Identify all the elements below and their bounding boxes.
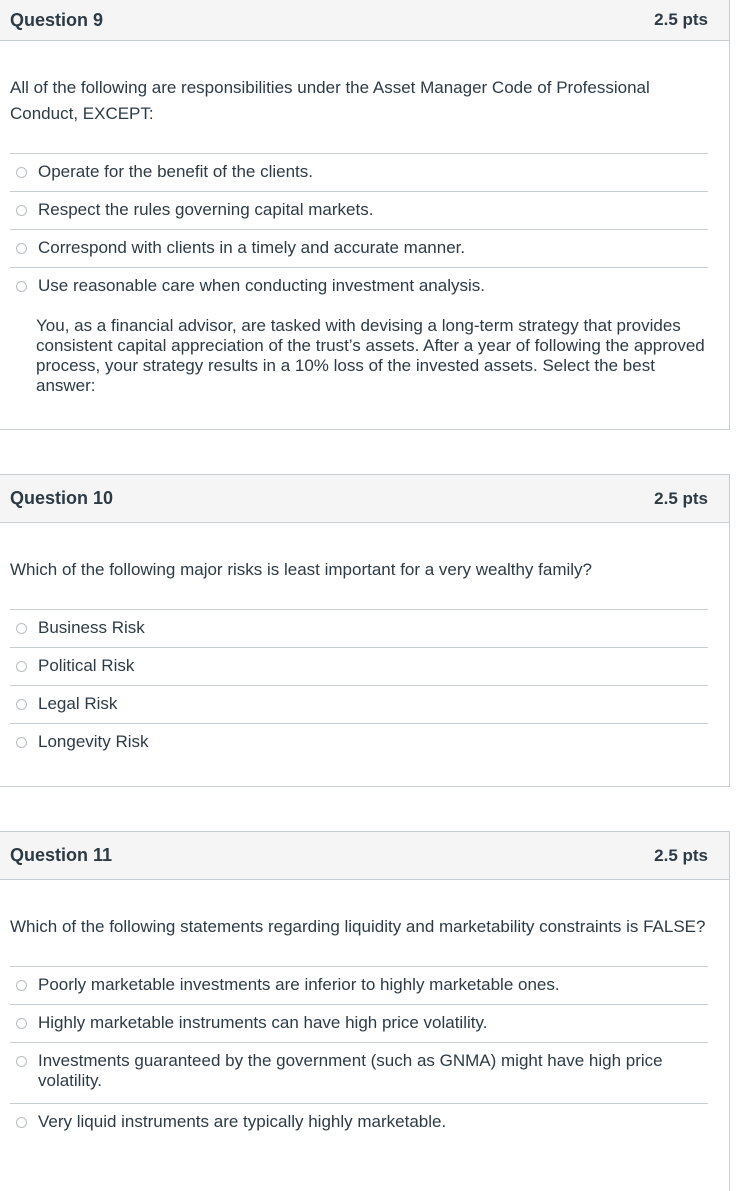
answer-label: Legal Risk — [38, 694, 118, 713]
answer-label: Longevity Risk — [38, 732, 149, 751]
answer-option[interactable] — [10, 192, 708, 230]
question-points: 2.5 pts — [654, 488, 708, 508]
question-body — [0, 41, 729, 396]
answer-option[interactable] — [10, 686, 708, 724]
answer-label: Business Risk — [38, 618, 145, 637]
question-text: All of the following are responsibilities under the Asset Manager Code of Professional Conduct, EXCEPT: — [10, 78, 650, 123]
question-points: 2.5 pts — [654, 845, 708, 865]
question-body — [0, 523, 729, 761]
question-body — [0, 880, 729, 1141]
question-title: Question 10 — [10, 488, 114, 508]
radio-button[interactable] — [16, 1117, 27, 1128]
answer-label: Operate for the benefit of the clients. — [38, 162, 313, 181]
answer-option-with-extra — [10, 268, 708, 396]
answer-label: Very liquid instruments are typically highly marketable. — [38, 1112, 447, 1131]
answer-option[interactable] — [10, 724, 708, 761]
answer-extra-text: You, as a financial advisor, are tasked with devising a long-term strategy that provides consistent capital appreciation of the trust’s assets. After a year of following the approved process, your strategy results in a 10% loss of the invested assets. Select the best answer: — [36, 316, 705, 395]
answer-label: Respect the rules governing capital markets. — [38, 200, 374, 219]
answer-option[interactable] — [10, 230, 708, 268]
answer-list — [10, 153, 708, 396]
answer-option[interactable] — [10, 154, 708, 192]
radio-button[interactable] — [16, 1056, 27, 1067]
answer-option[interactable] — [10, 610, 708, 648]
answer-option[interactable] — [10, 648, 708, 686]
answer-label: Investments guaranteed by the government (such as GNMA) might have high price volatility. — [38, 1051, 663, 1090]
answer-label: Political Risk — [38, 656, 135, 675]
radio-button[interactable] — [16, 281, 27, 292]
question-9-card — [0, 0, 730, 430]
answer-label: Highly marketable instruments can have high price volatility. — [38, 1013, 488, 1032]
question-text: Which of the following statements regarding liquidity and marketability constraints is FALSE? — [10, 917, 706, 936]
answer-option[interactable] — [10, 1005, 708, 1043]
answer-label: Correspond with clients in a timely and accurate manner. — [38, 238, 466, 257]
question-text: Which of the following major risks is least important for a very wealthy family? — [10, 560, 592, 579]
radio-button[interactable] — [16, 167, 27, 178]
question-title: Question 11 — [10, 845, 113, 865]
radio-button[interactable] — [16, 661, 27, 672]
answer-option[interactable] — [10, 1104, 708, 1141]
question-title: Question 9 — [10, 9, 104, 30]
question-10-card — [0, 474, 730, 787]
answer-option[interactable] — [14, 276, 708, 296]
answer-list — [10, 966, 708, 1141]
radio-button[interactable] — [16, 205, 27, 216]
question-points: 2.5 pts — [654, 10, 708, 29]
radio-button[interactable] — [16, 243, 27, 254]
question-11-card — [0, 831, 730, 1191]
radio-button[interactable] — [16, 980, 27, 991]
radio-button[interactable] — [16, 699, 27, 710]
question-header — [0, 832, 729, 880]
question-header — [0, 475, 729, 523]
radio-button[interactable] — [16, 737, 27, 748]
answer-list — [10, 609, 708, 761]
answer-label: Poorly marketable investments are inferior to highly marketable ones. — [38, 975, 560, 994]
answer-label: Use reasonable care when conducting investment analysis. — [38, 276, 485, 295]
radio-button[interactable] — [16, 1018, 27, 1029]
answer-option[interactable] — [10, 967, 708, 1005]
radio-button[interactable] — [16, 623, 27, 634]
question-header — [0, 0, 729, 41]
answer-option[interactable] — [10, 1043, 708, 1104]
